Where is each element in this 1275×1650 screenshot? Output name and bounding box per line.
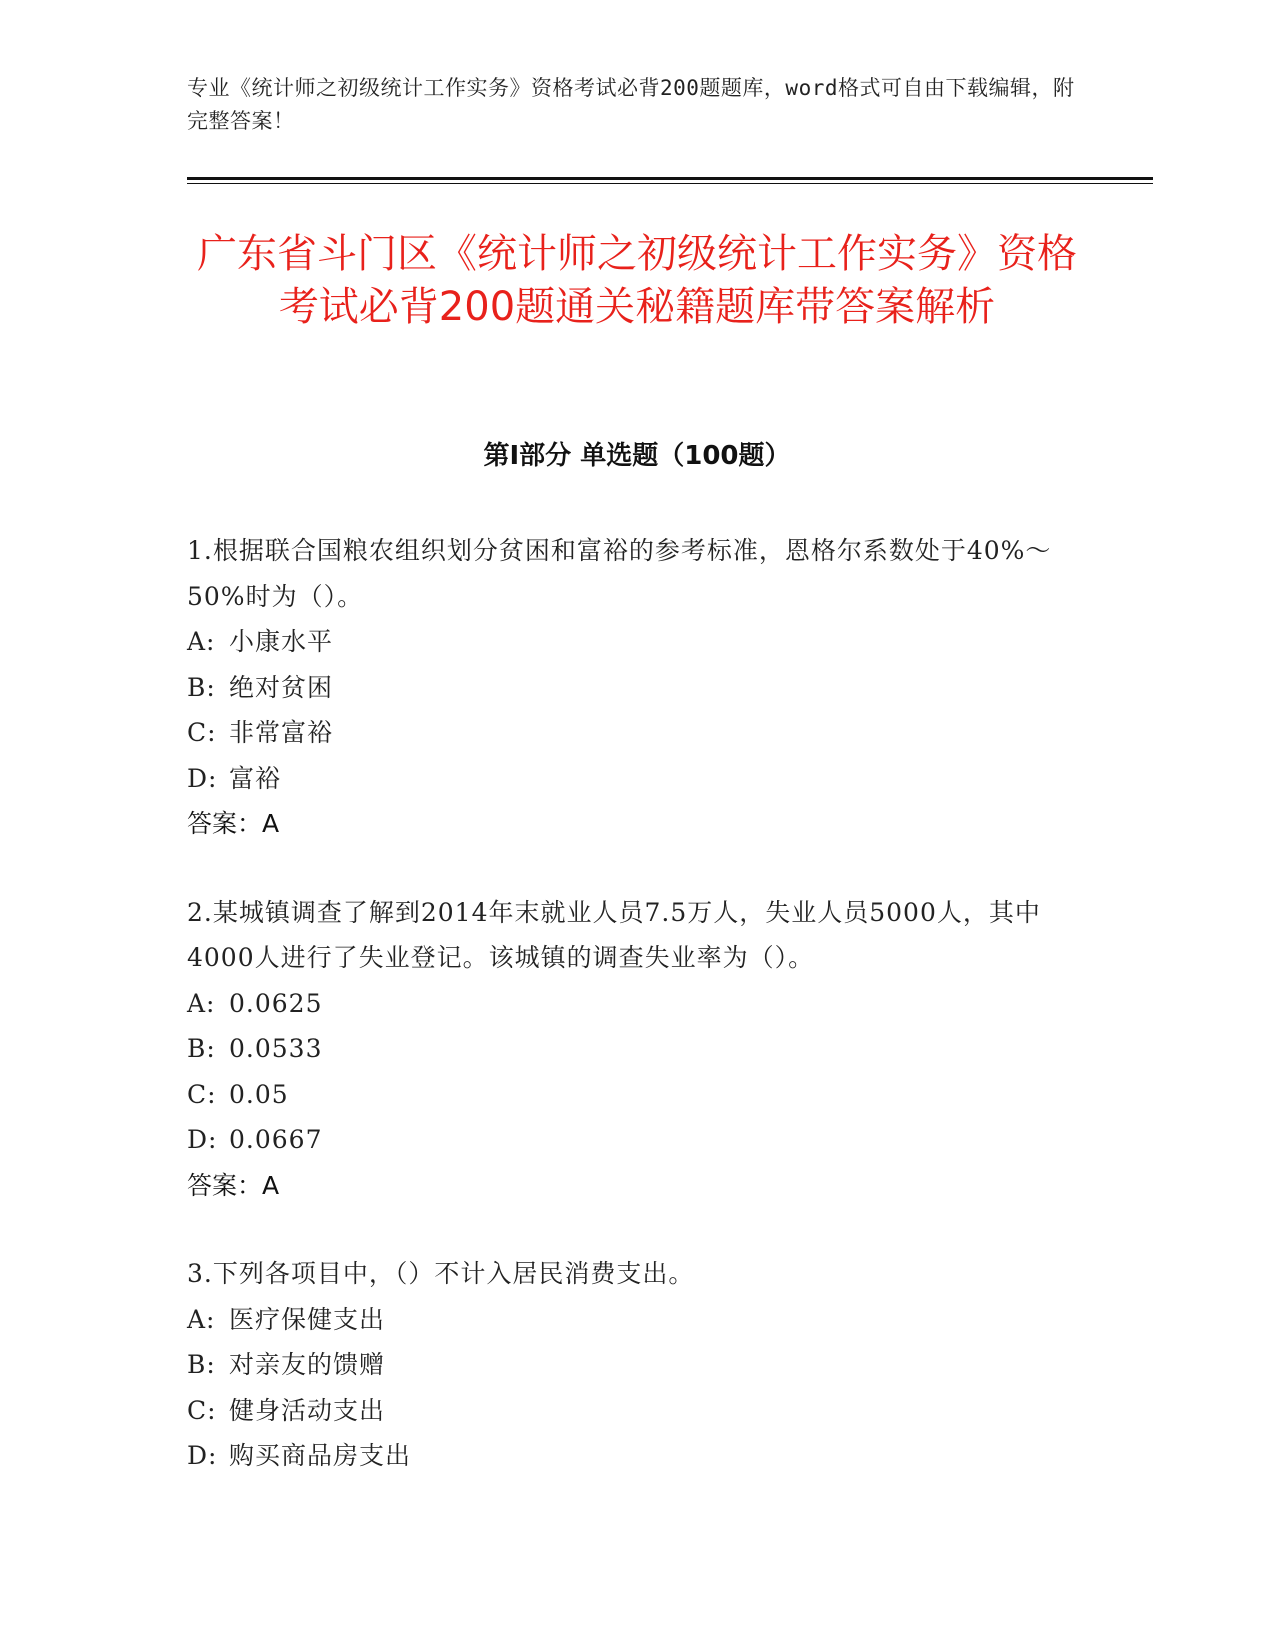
option-key: D: xyxy=(187,763,218,793)
question-list xyxy=(187,528,1087,1522)
option-text: 小康水平 xyxy=(229,627,334,656)
document-title: 广东省斗门区《统计师之初级统计工作实务》资格考试必背200题通关秘籍题库带答案解析 xyxy=(197,231,1077,330)
option-a xyxy=(187,619,1087,665)
option-a xyxy=(187,1297,1087,1343)
option-key: A: xyxy=(187,988,216,1018)
option-key: B: xyxy=(187,672,216,702)
option-a xyxy=(187,981,1087,1027)
option-b xyxy=(187,665,1087,711)
option-b xyxy=(187,1026,1087,1072)
option-d xyxy=(187,756,1087,802)
option-key: B: xyxy=(187,1350,216,1379)
option-c xyxy=(187,710,1087,756)
option-text: 医疗保健支出 xyxy=(229,1304,386,1334)
question-item xyxy=(187,1251,1087,1479)
question-stem: 1.根据联合国粮农组织划分贫困和富裕的参考标准，恩格尔系数处于40%～50%时为（）。 xyxy=(187,536,1052,611)
option-text: 购买商品房支出 xyxy=(229,1441,412,1470)
header-rule-thick xyxy=(187,177,1153,180)
option-text: 0.0667 xyxy=(229,1125,323,1154)
option-key: D: xyxy=(187,1125,218,1154)
option-text: 绝对贫困 xyxy=(229,672,334,702)
header-note: 专业《统计师之初级统计工作实务》资格考试必背200题题库，word格式可自由下载编辑，附完整答案！ xyxy=(187,76,1075,133)
option-key: B: xyxy=(187,1034,216,1063)
option-c xyxy=(187,1072,1087,1118)
option-text: 非常富裕 xyxy=(229,718,334,747)
option-text: 对亲友的馈赠 xyxy=(229,1350,386,1379)
question-stem: 2.某城镇调查了解到2014年末就业人员7.5万人，失业人员5000人，其中4000人进行了失业登记。该城镇的调查失业率为（）。 xyxy=(187,897,1041,972)
question-stem: 3.下列各项目中，（）不计入居民消费支出。 xyxy=(187,1259,695,1288)
option-d xyxy=(187,1433,1087,1479)
option-key: C: xyxy=(187,1395,217,1425)
option-c xyxy=(187,1388,1087,1434)
option-text: 0.0625 xyxy=(229,988,323,1018)
option-key: A: xyxy=(187,1304,216,1334)
option-text: 0.0533 xyxy=(229,1034,323,1063)
header-rule-thin xyxy=(187,183,1153,184)
option-key: A: xyxy=(187,627,216,656)
option-d xyxy=(187,1117,1087,1163)
option-key: C: xyxy=(187,1079,217,1109)
option-key: C: xyxy=(187,718,217,747)
option-key: D: xyxy=(187,1441,218,1470)
option-text: 0.05 xyxy=(229,1079,289,1109)
answer-line: 答案：A xyxy=(187,809,280,838)
question-item xyxy=(187,528,1087,847)
section-title: 第I部分 单选题（100题） xyxy=(483,441,791,471)
option-b xyxy=(187,1342,1087,1388)
question-item xyxy=(187,890,1087,1209)
answer-line: 答案：A xyxy=(187,1170,280,1200)
option-text: 富裕 xyxy=(229,763,282,793)
option-text: 健身活动支出 xyxy=(229,1395,386,1425)
